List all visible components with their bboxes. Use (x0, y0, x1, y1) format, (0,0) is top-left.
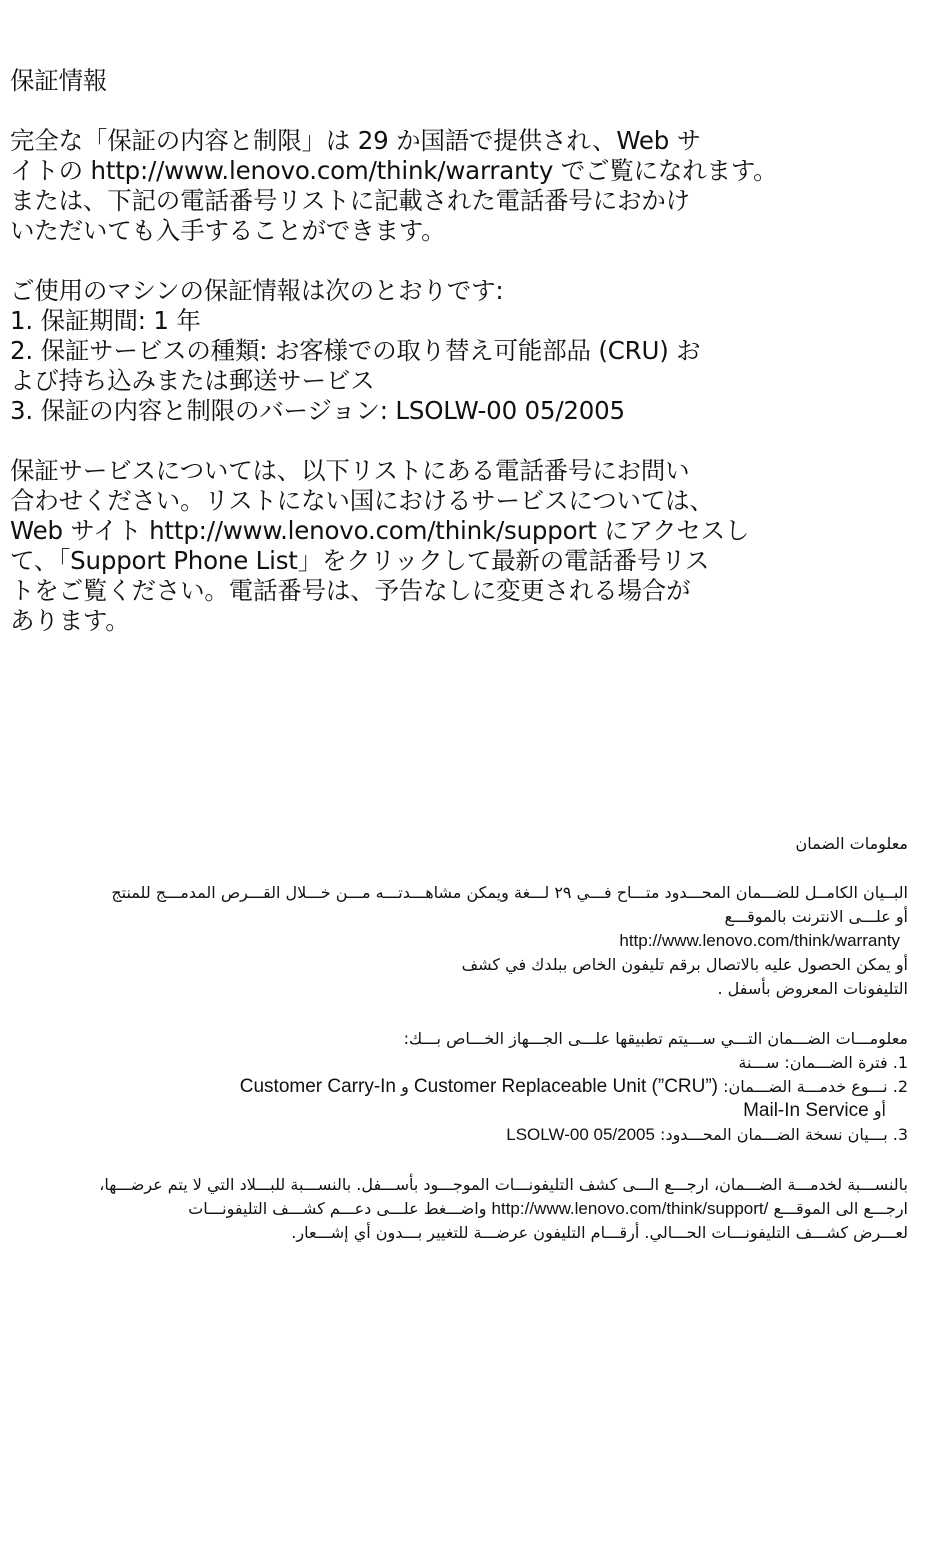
arabic-item-1 (8, 1051, 908, 1075)
arabic-p1-line: التليفونات المعروض بأسفل . (717, 979, 908, 998)
arabic-p3-line: بالنســـبة لخدمـــة الضـــمان، ارجـــع الـــى كشف التليفونـــات الموجـــود بأســـفل. بالنســـبة للبـــلاد التي لا يتم عرضـــها، (99, 1175, 908, 1194)
japanese-p2-line: ご使用のマシンの保証情報は次のとおりです: (10, 276, 504, 305)
arabic-item-3-label: 3. بـــيان نسخة الضـــمان المحـــدود: (660, 1125, 908, 1144)
arabic-p3-goto: ارجـــع الى الموقـــع (773, 1199, 908, 1218)
arabic-item-2-continued (8, 1099, 908, 1123)
japanese-p2-line: よび持ち込みまたは郵送サービス (10, 366, 375, 395)
arabic-p1-line: البــيان الكامــل للضـــمان المحـــدود متـــاح فـــي ٢٩ لـــغة ويمكن مشاهـــدتـــه مـــن خـــلال القـــرص المدمـــج للمنتج (111, 883, 908, 902)
arabic-item-3-value: LSOLW-00 05/2005 (506, 1125, 655, 1144)
arabic-p2-intro: معلومـــات الضـــمان التـــي ســـيتم تطبيقها علـــى الجـــهاز الخـــاص بـــك: (403, 1029, 908, 1048)
arabic-item-1-label: 1. فترة الضـــمان: (784, 1053, 908, 1072)
japanese-title: 保証情報 (10, 66, 108, 95)
japanese-warranty-section (10, 66, 930, 636)
arabic-item-2-label: 2. نـــوع خدمـــة الضـــمان: (723, 1077, 908, 1096)
arabic-item-1-value: ســـنة (738, 1053, 780, 1072)
japanese-p1-line: または、下記の電話番号リストに記載された電話番号におかけ (10, 186, 690, 215)
arabic-warranty-url: http://www.lenovo.com/think/warranty (619, 931, 900, 950)
japanese-p3-line: あります。 (10, 606, 130, 635)
japanese-p3-line: Web サイト http://www.lenovo.com/think/support にアクセスし (10, 516, 750, 545)
arabic-p3-line (8, 1197, 908, 1221)
arabic-item-2-value-b: Customer Carry-In (239, 1076, 396, 1097)
arabic-item-2-value-a: Customer Replaceable Unit (”CRU”) (413, 1076, 719, 1097)
arabic-item-3 (8, 1123, 908, 1147)
arabic-support-url: http://www.lenovo.com/think/support/ (491, 1199, 769, 1218)
japanese-p3-line: トをご覧ください。電話番号は、予告なしに変更される場合が (10, 576, 691, 605)
japanese-p3-line: て、「Support Phone List」をクリックして最新の電話番号リス (10, 546, 710, 575)
arabic-item-2-conj: و (401, 1077, 409, 1096)
arabic-item-2-conj2: أو (873, 1101, 886, 1120)
arabic-warranty-section (8, 832, 908, 1245)
japanese-p3-line: 保証サービスについては、以下リストにある電話番号にお問い (10, 456, 690, 485)
japanese-p2-line: 3. 保証の内容と制限のバージョン: LSOLW-00 05/2005 (10, 396, 625, 425)
japanese-p3-line: 合わせください。リストにない国におけるサービスについては、 (10, 486, 714, 515)
arabic-item-2-value-c: Mail-In Service (743, 1100, 869, 1121)
japanese-p1-line: いただいても入手することができます。 (10, 216, 446, 245)
arabic-p1-line: أو يمكن الحصول عليه بالاتصال برقم تليفون الخاص ببلدك في كشف (461, 955, 908, 974)
arabic-p3-line: لعـــرض كشـــف التليفونـــات الحـــالي. أرقـــام التليفون عرضـــة للتغيير بـــدون أي إشـــعار. (291, 1223, 908, 1242)
japanese-p1-line: 完全な「保証の内容と制限」は 29 か国語で提供され、Web サ (10, 126, 702, 155)
japanese-p2-line: 1. 保証期間: 1 年 (10, 306, 201, 335)
arabic-p3-click: واضـــغط علـــى دعـــم كشـــف التليفونـــات (188, 1199, 487, 1218)
japanese-p2-line: 2. 保証サービスの種類: お客様での取り替え可能部品 (CRU) お (10, 336, 701, 365)
arabic-p1-line: أو علـــى الانترنت بالموقـــع (724, 907, 908, 926)
arabic-title: معلومات الضمان (795, 834, 908, 853)
japanese-p1-line: イトの http://www.lenovo.com/think/warranty でご覧になれます。 (10, 156, 778, 185)
arabic-item-2 (8, 1075, 908, 1099)
